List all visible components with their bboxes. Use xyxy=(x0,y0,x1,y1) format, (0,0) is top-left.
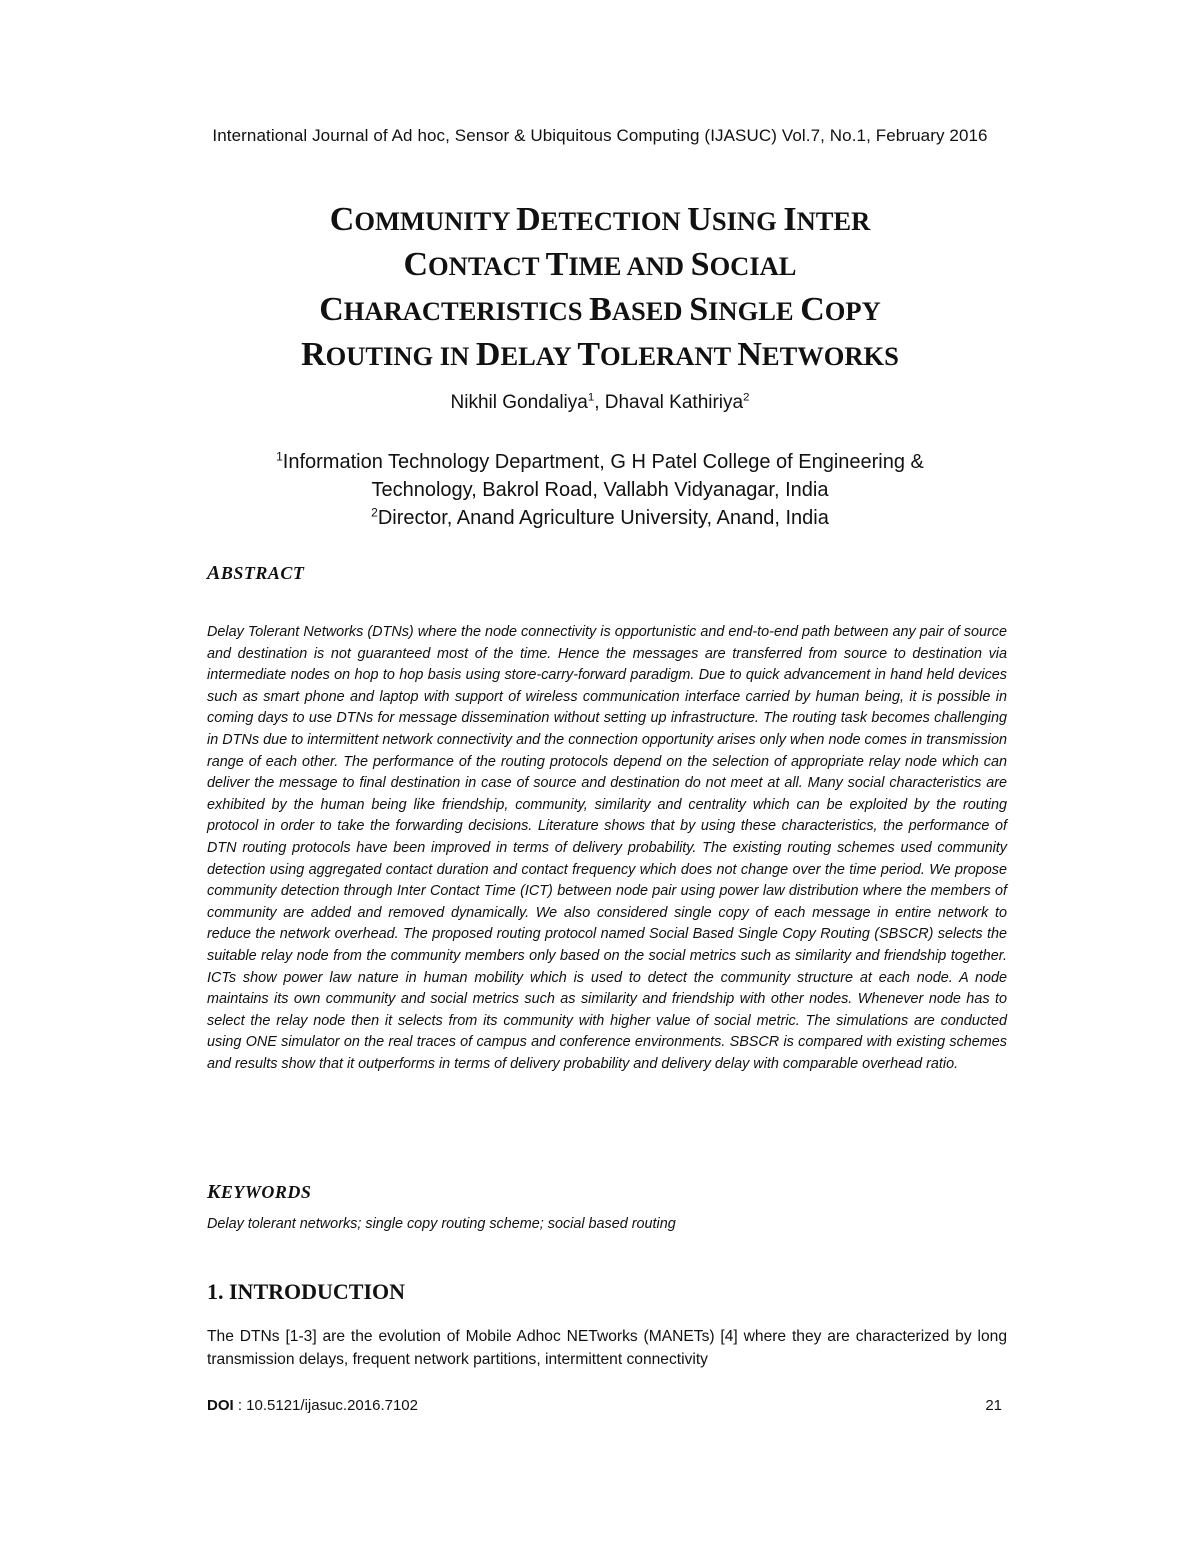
title-line: ROUTING IN DELAY TOLERANT NETWORKS xyxy=(301,336,899,373)
doi-footer: DOI : 10.5121/ijasuc.2016.7102 xyxy=(207,1397,418,1414)
author-list xyxy=(0,392,1200,414)
affiliation-line: $^1$Information Technology Department, G H Patel College of Engineering & xyxy=(276,449,924,473)
introduction-heading: 1. INTRODUCTION xyxy=(207,1279,406,1304)
author-name: Dhaval Kathiriya xyxy=(604,392,744,413)
title-line: CHARACTERISTICS BASED SINGLE COPY xyxy=(319,291,881,328)
page-number: 21 xyxy=(985,1397,1002,1414)
keywords-text: Delay tolerant networks; single copy routing scheme; social based routing xyxy=(207,1216,676,1232)
affiliation-marker: 1 xyxy=(276,449,283,464)
keywords-heading: KEYWORDS xyxy=(207,1181,312,1203)
affiliation-marker: 2 xyxy=(371,505,378,520)
running-head: International Journal of Ad hoc, Sensor & Ubiquitous Computing (IJASUC) Vol.7, No.1, February 2016 xyxy=(212,126,988,145)
author-separator: , xyxy=(594,392,605,413)
author-name: Nikhil Gondaliya xyxy=(450,392,588,413)
introduction-text: The DTNs [1-3] are the evolution of Mobile Adhoc NETworks (MANETs) [4] where they are characterized by long transmission delays, frequent network partitions, intermittent connectivity xyxy=(207,1328,1007,1368)
paper-title xyxy=(150,198,1050,378)
affiliation-line: Technology, Bakrol Road, Vallabh Vidyanagar, India xyxy=(371,479,829,501)
title-line: COMMUNITY DETECTION USING INTER xyxy=(329,201,871,238)
affiliations xyxy=(100,448,1100,532)
abstract-heading: ABSTRACT xyxy=(207,562,305,584)
author-affiliation-marker: 2 xyxy=(743,391,750,404)
title-line: CONTACT TIME AND SOCIAL xyxy=(403,246,797,283)
author-affiliation-marker: 1 xyxy=(587,391,595,404)
affiliation-line: $^2$Director, Anand Agriculture University, Anand, India xyxy=(371,505,829,529)
abstract-text: Delay Tolerant Networks (DTNs) where the node connectivity is opportunistic and end-to-end path between any pair of source and destination is not guaranteed most of the time. Hence the messages are transferred from source to destination via intermediate nodes on hop to hop basis using store-carry-forward paradigm. Due to quick advancement in hand held devices such as smart phone and laptop with support of wireless communication interface carried by human being, it is possible in coming days to use DTNs for message dissemination without setting up infrastructure. The routing task becomes challenging in DTNs due to intermittent network connectivity and the connection opportunity arises only when node comes in transmission range of each other. The performance of the routing protocols depend on the selection of appropriate relay node which can deliver the message to final destination in case of source and destination do not meet at all. Many social characteristics are exhibited by the human being like friendship, community, similarity and centrality which can be exploited by the routing protocol in order to take the forwarding decisions. Literature shows that by using these characteristics, the performance of DTN routing protocols have been improved in terms of delivery probability. The existing routing schemes used community detection using aggregated contact duration and contact frequency which does not change over the time period. We propose community detection through Inter Contact Time (ICT) between node pair using power law distribution where the members of community are added and removed dynamically. We also considered single copy of each message in entire network to reduce the network overhead. The proposed routing protocol named Social Based Single Copy Routing (SBSCR) selects the suitable relay node from the community members only based on the social metrics such as similarity and friendship together. ICTs show power law nature in human mobility which is used to detect the community structure at each node. A node maintains its own community and social metrics such as similarity and friendship with other nodes. Whenever node has to select the relay node then it selects from its community with higher value of social metric. The simulations are conducted using ONE simulator on the real traces of campus and conference environments. SBSCR is compared with existing schemes and results show that it outperforms in terms of delivery probability and delivery delay with comparable overhead ratio. xyxy=(207,624,1007,1072)
